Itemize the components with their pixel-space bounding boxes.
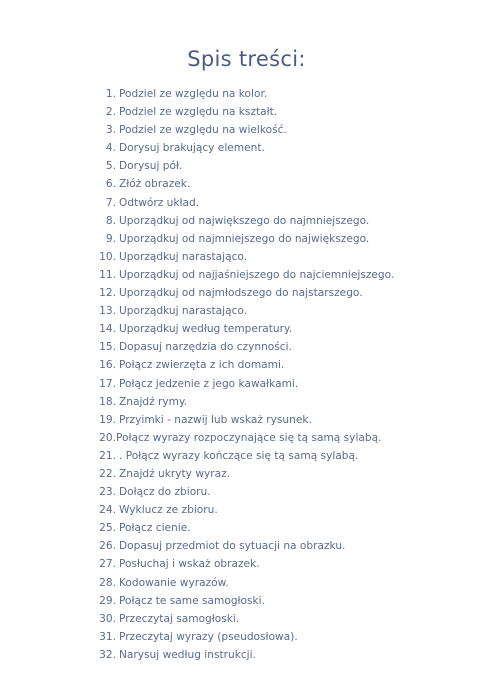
toc-item-number: 26.	[99, 540, 116, 553]
toc-item	[0, 411, 493, 429]
toc-item-number: 1.	[105, 88, 116, 100]
toc-item-text: Przyimki - nazwij lub wskaż rysunek.	[119, 413, 312, 426]
toc-item-text: Uporządkuj od największego do najmniejszego.	[119, 214, 370, 227]
toc-item-number: 29.	[99, 594, 116, 607]
toc-item	[0, 175, 493, 193]
toc-item-text: Podziel ze względu na wielkość.	[119, 124, 287, 137]
toc-item-number: 12.	[99, 287, 116, 300]
toc-item	[0, 320, 493, 338]
toc-item	[0, 338, 493, 356]
toc-item	[0, 248, 493, 266]
toc-item-text: Połącz te same samogłoski.	[119, 594, 265, 607]
toc-item-text: Uporządkuj według temperatury.	[119, 323, 293, 336]
toc-item-number: 20.	[99, 431, 116, 444]
toc-item-text: Uporządkuj od najjaśniejszego do najciemniejszego.	[119, 268, 395, 281]
toc-item-text: Znajdź rymy.	[119, 395, 188, 408]
toc-item-number: 30.	[99, 612, 116, 625]
toc-item-number: 21.	[99, 449, 116, 462]
toc-item-number: 22.	[99, 467, 116, 480]
toc-item	[0, 302, 493, 320]
toc-item-number: 7.	[105, 196, 116, 209]
toc-item	[0, 574, 493, 592]
toc-item	[0, 555, 493, 573]
toc-item-number: 32.	[99, 648, 116, 661]
toc-item	[0, 519, 493, 537]
toc-item-number: 2.	[105, 106, 116, 119]
toc-item-number: 9.	[105, 232, 116, 245]
toc-item-number: 15.	[99, 341, 116, 354]
toc-item-text: Narysuj według instrukcji.	[119, 648, 256, 661]
toc-item-text: Przeczytaj samogłoski.	[119, 612, 240, 625]
toc-item	[0, 85, 493, 103]
toc-item-text: Uporządkuj narastająco.	[119, 305, 248, 318]
toc-item-number: 27.	[99, 558, 116, 571]
toc-item-text: Połącz cienie.	[119, 522, 191, 535]
toc-item-number: 25.	[99, 522, 116, 535]
toc-item	[0, 212, 493, 230]
toc-item-number: 11.	[99, 268, 116, 281]
toc-item-text: Przeczytaj wyrazy (pseudosłowa).	[119, 630, 298, 643]
toc-item-number: 4.	[105, 142, 116, 155]
toc-item-text: Odtwórz układ.	[119, 196, 200, 209]
toc-item-text: Dopasuj narzędzia do czynności.	[119, 341, 292, 354]
toc-item-number: 19.	[99, 413, 116, 426]
toc-item-number: 31.	[99, 630, 116, 643]
toc-item	[0, 375, 493, 393]
toc-item-number: 13.	[99, 305, 116, 318]
page-title: Spis treści:	[187, 47, 306, 71]
toc-item-text: Podziel ze względu na kolor.	[119, 88, 268, 100]
toc-item-text: Znajdź ukryty wyraz.	[119, 467, 231, 480]
toc-item-number: 24.	[99, 504, 116, 517]
toc-item	[0, 393, 493, 411]
toc-item-number: 17.	[99, 377, 116, 390]
toc-item	[0, 610, 493, 628]
toc-item	[0, 157, 493, 175]
toc-item	[0, 483, 493, 501]
toc-item-text: Złóż obrazek.	[119, 178, 191, 191]
toc-item	[0, 284, 493, 302]
toc-item-text: . Połącz wyrazy kończące się tą samą sylabą.	[119, 449, 359, 462]
toc-item-number: 6.	[105, 178, 116, 191]
toc-item-text: Połącz wyrazy rozpoczynające się tą samą sylabą.	[116, 431, 382, 444]
toc-item-text: Uporządkuj narastająco.	[119, 250, 248, 263]
toc-item-text: Uporządkuj od najmłodszego do najstarszego.	[119, 287, 363, 300]
toc-item-text: Podziel ze względu na kształt.	[119, 106, 278, 119]
toc-item	[0, 465, 493, 483]
toc-item	[0, 230, 493, 248]
toc-item-text: Połącz zwierzęta z ich domami.	[119, 359, 285, 372]
toc-item-number: 3.	[105, 124, 116, 137]
toc-item-number: 14.	[99, 323, 116, 336]
toc-item	[0, 266, 493, 284]
toc-item	[0, 501, 493, 519]
toc-item-number: 8.	[105, 214, 116, 227]
toc-item-number: 18.	[99, 395, 116, 408]
toc-item-text: Dołącz do zbioru.	[119, 486, 211, 499]
toc-item	[0, 447, 493, 465]
toc-item-number: 23.	[99, 486, 116, 499]
toc-item	[0, 121, 493, 139]
toc-item	[0, 103, 493, 121]
toc-item	[0, 628, 493, 646]
toc-item	[0, 537, 493, 555]
toc-item-number: 16.	[99, 359, 116, 372]
toc-item	[0, 592, 493, 610]
toc-item	[0, 139, 493, 157]
toc-item	[0, 429, 493, 447]
toc-item-number: 5.	[105, 160, 116, 173]
toc-item-number: 28.	[99, 576, 116, 589]
toc-item	[0, 356, 493, 374]
toc-item-text: Posłuchaj i wskaż obrazek.	[119, 558, 260, 571]
toc-item-text: Dorysuj pół.	[119, 160, 183, 173]
toc-item-text: Dopasuj przedmiot do sytuacji na obrazku.	[119, 540, 346, 553]
table-of-contents	[0, 85, 493, 664]
toc-item-text: Połącz jedzenie z jego kawałkami.	[119, 377, 299, 390]
toc-item-number: 10.	[99, 250, 116, 263]
toc-item-text: Uporządkuj od najmniejszego do największego.	[119, 232, 370, 245]
toc-item-text: Dorysuj brakujący element.	[119, 142, 265, 155]
toc-item-text: Wyklucz ze zbioru.	[119, 504, 218, 517]
toc-item	[0, 194, 493, 212]
toc-item	[0, 646, 493, 664]
toc-item-text: Kodowanie wyrazów.	[119, 576, 229, 589]
